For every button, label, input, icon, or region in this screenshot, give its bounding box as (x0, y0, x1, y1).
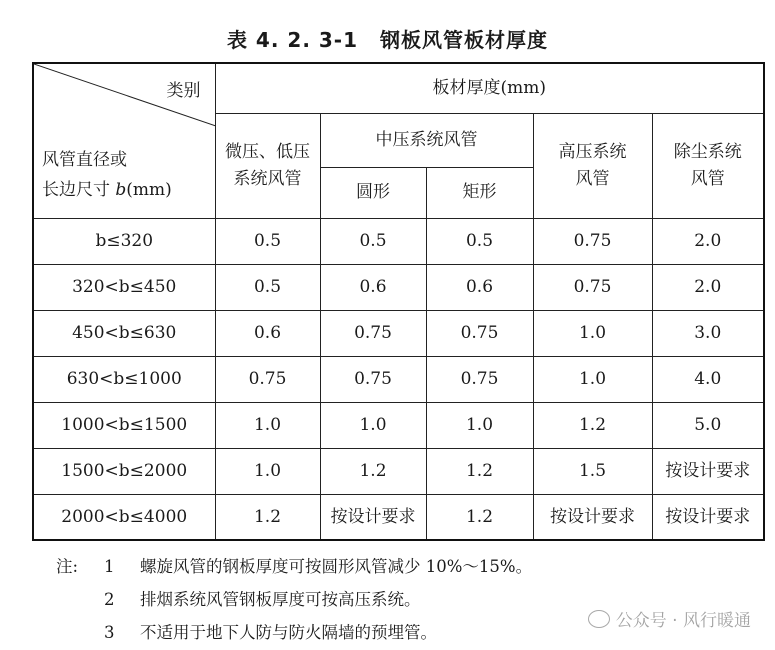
low-cell: 0.5 (215, 264, 320, 310)
high-cell: 0.75 (533, 264, 652, 310)
col-mid-rect-header: 矩形 (426, 167, 533, 218)
size-cell: 630<b≤1000 (33, 356, 215, 402)
wechat-icon (588, 610, 610, 628)
size-label-unit: (mm) (126, 179, 172, 200)
high-cell: 1.0 (533, 356, 652, 402)
col-high-line2: 风管 (575, 168, 610, 189)
high-cell: 0.75 (533, 218, 652, 264)
note-item (56, 583, 532, 616)
note-number: 1 (104, 557, 115, 576)
size-cell: 320<b≤450 (33, 264, 215, 310)
table-row (33, 264, 764, 310)
steel-duct-thickness-table (32, 62, 765, 541)
dust-cell: 2.0 (652, 264, 764, 310)
round-cell: 0.75 (320, 310, 426, 356)
table-row (33, 402, 764, 448)
rect-cell: 0.75 (426, 356, 533, 402)
col-dust-line2: 风管 (690, 168, 725, 189)
table-title-text: 钢板风管板材厚度 (380, 28, 549, 52)
rect-cell: 0.6 (426, 264, 533, 310)
high-cell: 1.0 (533, 310, 652, 356)
col-dust-line1: 除尘系统 (673, 142, 742, 163)
dust-cell: 按设计要求 (652, 448, 764, 494)
size-cell: 2000<b≤4000 (33, 494, 215, 540)
low-cell: 1.2 (215, 494, 320, 540)
size-label (42, 146, 172, 206)
table-row (33, 218, 764, 264)
rect-cell: 0.75 (426, 310, 533, 356)
rect-cell: 1.0 (426, 402, 533, 448)
size-cell: 1500<b≤2000 (33, 448, 215, 494)
size-label-line1: 风管直径或 (42, 150, 127, 170)
round-cell: 0.75 (320, 356, 426, 402)
col-mid-round-header: 圆形 (320, 167, 426, 218)
dust-cell: 按设计要求 (652, 494, 764, 540)
dust-cell: 4.0 (652, 356, 764, 402)
watermark (588, 606, 751, 631)
high-cell: 1.2 (533, 402, 652, 448)
table-notes (56, 550, 532, 649)
notes-prefix: 注: (56, 557, 79, 576)
note-item (56, 616, 532, 649)
table-row (33, 448, 764, 494)
round-cell: 1.0 (320, 402, 426, 448)
col-low-pressure-header (215, 113, 320, 218)
round-cell: 0.6 (320, 264, 426, 310)
size-cell: 450<b≤630 (33, 310, 215, 356)
note-number: 3 (104, 623, 115, 642)
table-number: 表 4. 2. 3-1 (226, 28, 359, 52)
col-low-line1: 微压、低压 (225, 142, 310, 163)
low-cell: 1.0 (215, 402, 320, 448)
col-low-line2: 系统风管 (233, 168, 302, 189)
size-label-line2 (42, 176, 172, 206)
thickness-group-header: 板材厚度(mm) (215, 63, 764, 113)
table-title (0, 24, 775, 53)
high-cell: 1.5 (533, 448, 652, 494)
col-dust-header (652, 113, 764, 218)
high-cell: 按设计要求 (533, 494, 652, 540)
round-cell: 按设计要求 (320, 494, 426, 540)
note-text: 排烟系统风管钢板厚度可按高压系统。 (140, 590, 421, 609)
round-cell: 1.2 (320, 448, 426, 494)
size-label-var: b (115, 179, 127, 200)
table-row (33, 494, 764, 540)
size-label-pre: 长边尺寸 (42, 179, 116, 200)
round-cell: 0.5 (320, 218, 426, 264)
rect-cell: 1.2 (426, 448, 533, 494)
low-cell: 1.0 (215, 448, 320, 494)
diagonal-header-cell (33, 63, 215, 218)
watermark-text: 公众号 · 风行暖通 (615, 611, 751, 631)
note-text: 螺旋风管的钢板厚度可按圆形风管减少 10%～15%。 (140, 557, 533, 576)
col-mid-pressure-group: 中压系统风管 (320, 113, 533, 167)
low-cell: 0.75 (215, 356, 320, 402)
dust-cell: 3.0 (652, 310, 764, 356)
table-row (33, 310, 764, 356)
dust-cell: 2.0 (652, 218, 764, 264)
rect-cell: 0.5 (426, 218, 533, 264)
low-cell: 0.5 (215, 218, 320, 264)
note-text: 不适用于地下人防与防火隔墙的预埋管。 (140, 623, 437, 642)
low-cell: 0.6 (215, 310, 320, 356)
rect-cell: 1.2 (426, 494, 533, 540)
col-high-line1: 高压系统 (558, 142, 627, 163)
size-cell: 1000<b≤1500 (33, 402, 215, 448)
category-label: 类别 (166, 81, 201, 101)
dust-cell: 5.0 (652, 402, 764, 448)
size-cell: b≤320 (33, 218, 215, 264)
col-high-pressure-header (533, 113, 652, 218)
table-row (33, 356, 764, 402)
note-item (56, 550, 532, 583)
note-number: 2 (104, 590, 115, 609)
